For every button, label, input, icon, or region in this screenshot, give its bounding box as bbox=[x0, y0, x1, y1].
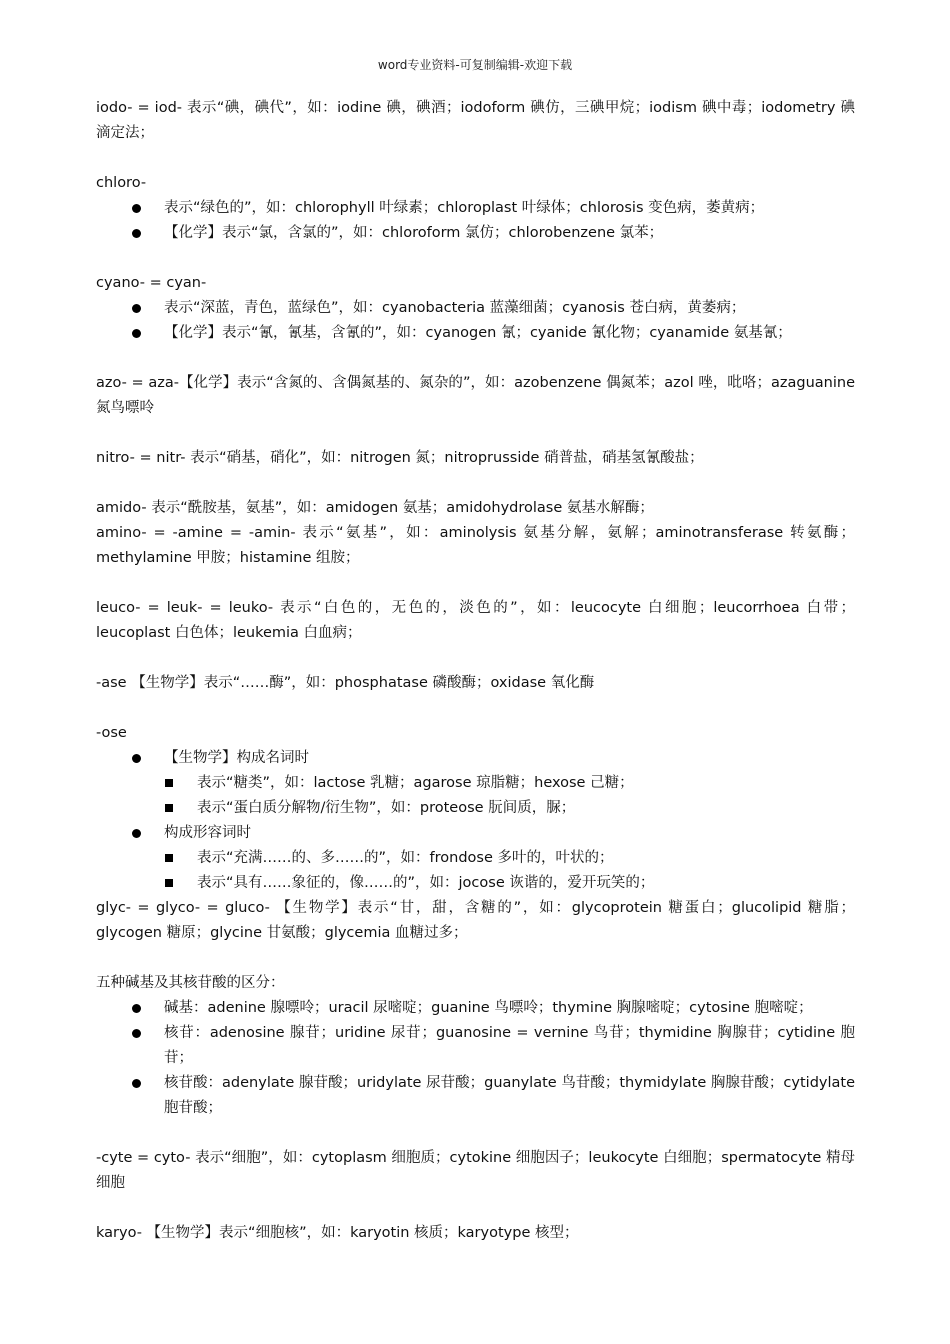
bullet-icon bbox=[132, 304, 141, 313]
paragraph-leuco: leuco- = leuk- = leuko- 表示“白色的，无色的，淡色的”，如：leucocyte 白细胞；leucorrhoea 白带；leucoplast 白色体；leukemia 白血病； bbox=[96, 600, 855, 641]
blank-line bbox=[96, 146, 855, 171]
sublist-item bbox=[96, 846, 855, 871]
blank-line bbox=[96, 946, 855, 971]
bullet-icon bbox=[132, 829, 141, 838]
list-item bbox=[96, 296, 855, 321]
document-body bbox=[96, 96, 855, 1246]
list-item bbox=[96, 821, 855, 896]
sublist-item-text: 表示“蛋白质分解物/衍生物”，如：proteose 朊间质，脲； bbox=[197, 800, 576, 816]
list-chloro bbox=[96, 196, 855, 246]
blank-line bbox=[96, 1196, 855, 1221]
paragraph-cyte: -cyte = cyto- 表示“细胞”，如：cytoplasm 细胞质；cytokine 细胞因子；leukocyte 白细胞；spermatocyte 精母细胞 bbox=[96, 1150, 855, 1191]
blank-line bbox=[96, 646, 855, 671]
paragraph-glyc: glyc- = glyco- = gluco- 【生物学】表示“甘，甜，含糖的”，如：glycoprotein 糖蛋白；glucolipid 糖脂；glycogen 糖原；glycine 甘氨酸；glycemia 血糖过多； bbox=[96, 900, 855, 941]
sublist-item-text: 表示“充满……的、多……的”，如：frondose 多叶的，叶状的； bbox=[197, 850, 614, 866]
sublist-item-text: 表示“具有……象征的，像……的”，如：jocose 诙谐的，爱开玩笑的； bbox=[197, 875, 655, 891]
bullet-icon bbox=[132, 329, 141, 338]
blank-line bbox=[96, 696, 855, 721]
list-item-text: 核苷：adenosine 腺苷；uridine 尿苷；guanosine = vernine 鸟苷；thymidine 胸腺苷；cytidine 胞苷； bbox=[164, 1025, 855, 1066]
paragraph-amino: amino- = -amine = -amin- 表示“氨基”，如：aminolysis 氨基分解，氨解；aminotransferase 转氨酶；methylamine 甲胺；histamine 组胺； bbox=[96, 525, 855, 566]
blank-line bbox=[96, 421, 855, 446]
heading-ose: -ose bbox=[96, 725, 127, 741]
list-item-text: 【化学】表示“氰，氰基，含氰的”，如：cyanogen 氰；cyanide 氰化物；cyanamide 氨基氰； bbox=[164, 325, 792, 341]
sublist-item bbox=[96, 796, 855, 821]
blank-line bbox=[96, 471, 855, 496]
list-item bbox=[96, 221, 855, 246]
blank-line bbox=[96, 346, 855, 371]
square-bullet-icon bbox=[165, 779, 173, 787]
list-item bbox=[96, 196, 855, 221]
bullet-icon bbox=[132, 754, 141, 763]
square-bullet-icon bbox=[165, 804, 173, 812]
bullet-icon bbox=[132, 1029, 141, 1038]
list-item bbox=[96, 996, 855, 1021]
blank-line bbox=[96, 571, 855, 596]
bullet-icon bbox=[132, 1004, 141, 1013]
paragraph-iodo: iodo- = iod- 表示“碘，碘代”，如：iodine 碘，碘酒；iodoform 碘仿，三碘甲烷；iodism 碘中毒；iodometry 碘滴定法； bbox=[96, 100, 855, 141]
heading-chloro: chloro- bbox=[96, 175, 147, 191]
paragraph-azo: azo- = aza-【化学】表示“含氮的、含偶氮基的、氮杂的”，如：azobenzene 偶氮苯；azol 唑，吡咯；azaguanine 氮鸟嘌呤 bbox=[96, 375, 855, 416]
heading-cyano: cyano- = cyan- bbox=[96, 275, 207, 291]
square-bullet-icon bbox=[165, 879, 173, 887]
paragraph-nitro: nitro- = nitr- 表示“硝基，硝化”，如：nitrogen 氮；nitroprusside 硝普盐，硝基氢氰酸盐； bbox=[96, 450, 704, 466]
list-item-text: 碱基：adenine 腺嘌呤；uracil 尿嘧啶；guanine 鸟嘌呤；thymine 胸腺嘧啶；cytosine 胞嘧啶； bbox=[164, 1000, 813, 1016]
list-item bbox=[96, 1071, 855, 1121]
sublist-item bbox=[96, 871, 855, 896]
bullet-icon bbox=[132, 229, 141, 238]
square-bullet-icon bbox=[165, 854, 173, 862]
list-ose bbox=[96, 746, 855, 896]
list-item-text: 表示“深蓝，青色，蓝绿色”，如：cyanobacteria 蓝藻细菌；cyanosis 苍白病，黄萎病； bbox=[164, 300, 746, 316]
sublist-item bbox=[96, 771, 855, 796]
blank-line bbox=[96, 1121, 855, 1146]
list-item-text: 【生物学】构成名词时 bbox=[164, 750, 309, 766]
list-item-text: 核苷酸：adenylate 腺苷酸；uridylate 尿苷酸；guanylate 鸟苷酸；thymidylate 胸腺苷酸；cytidylate 胞苷酸； bbox=[164, 1075, 855, 1116]
bullet-icon bbox=[132, 204, 141, 213]
page-header: word专业资料-可复制编辑-欢迎下载 bbox=[377, 58, 573, 72]
list-item bbox=[96, 746, 855, 821]
list-item bbox=[96, 321, 855, 346]
list-item-text: 构成形容词时 bbox=[164, 825, 251, 841]
paragraph-ase: -ase 【生物学】表示“……酶”，如：phosphatase 磷酸酶；oxidase 氧化酶 bbox=[96, 675, 595, 691]
list-item-text: 表示“绿色的”，如：chlorophyll 叶绿素；chloroplast 叶绿体；chlorosis 变色病，萎黄病； bbox=[164, 200, 765, 216]
list-item bbox=[96, 1021, 855, 1071]
bullet-icon bbox=[132, 1079, 141, 1088]
sublist-item-text: 表示“糖类”，如：lactose 乳糖；agarose 琼脂糖；hexose 己糖； bbox=[197, 775, 634, 791]
list-bases bbox=[96, 996, 855, 1121]
list-cyano bbox=[96, 296, 855, 346]
blank-line bbox=[96, 246, 855, 271]
list-item-text: 【化学】表示“氯，含氯的”，如：chloroform 氯仿；chlorobenzene 氯苯； bbox=[164, 225, 664, 241]
heading-bases: 五种碱基及其核苷酸的区分： bbox=[96, 975, 285, 991]
sublist-ose-adj bbox=[164, 846, 855, 896]
paragraph-karyo: karyo- 【生物学】表示“细胞核”，如：karyotin 核质；karyotype 核型； bbox=[96, 1225, 579, 1241]
sublist-ose-noun bbox=[164, 771, 855, 821]
paragraph-amido: amido- 表示“酰胺基，氨基”，如：amidogen 氨基；amidohydrolase 氨基水解酶； bbox=[96, 500, 654, 516]
